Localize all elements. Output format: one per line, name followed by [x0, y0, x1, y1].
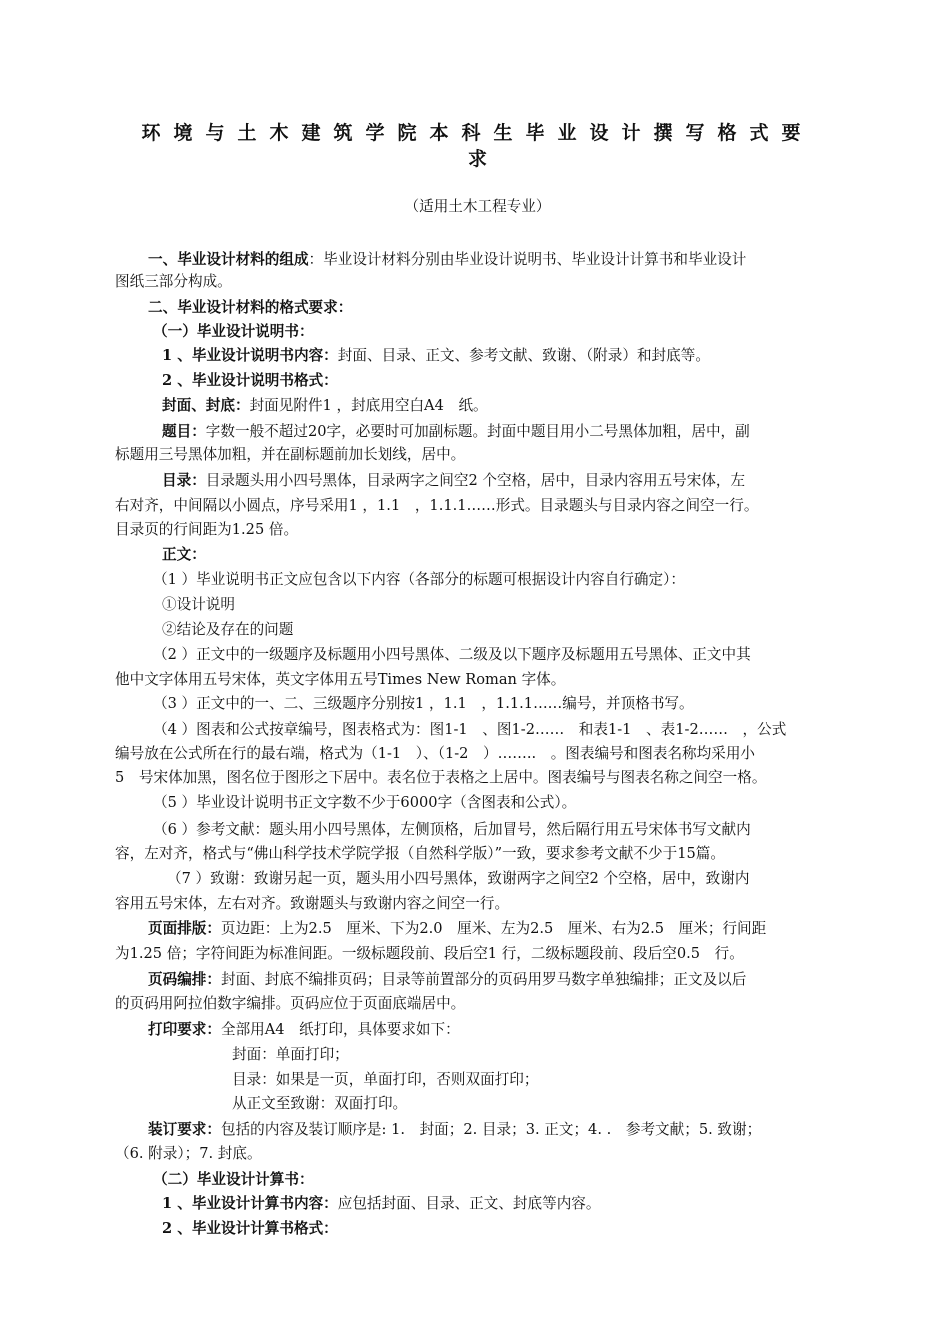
- body-text: （6. 附录）；7. 封底。: [115, 1145, 262, 1162]
- text-line: [115, 744, 755, 764]
- body-text: 5 号宋体加黑，图名位于图形之下居中。表名位于表格之上居中。图表编号与图表名称之间空一格。: [115, 769, 767, 786]
- text-line: [153, 1170, 314, 1190]
- body-text: 图纸三部分构成。: [115, 273, 232, 290]
- text-line: [232, 1045, 349, 1065]
- text-line: [115, 994, 465, 1014]
- text-line: [162, 1194, 600, 1214]
- text-line: [232, 1094, 407, 1114]
- text-line: [162, 371, 338, 391]
- body-text: 封面、封底不编排页码；目录等前置部分的页码用罗马数字单独编排；正文及以后: [220, 971, 747, 988]
- bold-heading: 2 、毕业设计计算书格式：: [162, 1220, 338, 1237]
- text-line: [115, 670, 565, 690]
- text-line: [115, 944, 744, 964]
- body-text: 标题用三号黑体加粗，并在副标题前加长划线，居中。: [115, 446, 466, 463]
- text-line: [162, 545, 206, 565]
- text-line: [153, 570, 685, 590]
- bold-heading: 打印要求：: [148, 1021, 221, 1038]
- text-line: [115, 894, 509, 914]
- text-line: [153, 645, 751, 665]
- bold-heading: 装订要求：: [148, 1121, 221, 1138]
- bold-heading: 二、毕业设计材料的格式要求：: [148, 299, 353, 316]
- body-text: ：毕业设计材料分别由毕业设计说明书、毕业设计计算书和毕业设计: [308, 251, 747, 268]
- body-text: （4 ）图表和公式按章编号，图表格式为：图1-1 、图1-2…… 和表1-1 、表1-2…… ，公式: [153, 721, 787, 738]
- body-text: 全部用A4 纸打印，具体要求如下：: [220, 1021, 460, 1038]
- body-text: 为1.25 倍；字符间距为标准间距。一级标题段前、段后空1 行，二级标题段前、段后空0.5 行。: [115, 945, 744, 962]
- bold-heading: 1 、毕业设计计算书内容：: [162, 1195, 338, 1212]
- bold-heading: 封面、封底：: [162, 397, 250, 414]
- body-text: 封面、目录、正文、参考文献、致谢、（附录）和封底等。: [337, 347, 710, 364]
- text-line: [162, 471, 745, 491]
- text-line: [162, 595, 235, 615]
- body-text: （1 ）毕业说明书正文应包含以下内容（各部分的标题可根据设计内容自行确定）：: [153, 571, 686, 588]
- body-text: 容，左对齐，格式与“佛山科学技术学院学报（自然科学版）”一致，要求参考文献不少于15篇。: [115, 845, 725, 862]
- body-text: （7 ）致谢：致谢另起一页，题头用小四号黑体，致谢两字之间空2 个空格，居中，致谢内: [167, 870, 750, 887]
- body-text: 目录：如果是一页，单面打印，否则双面打印；: [232, 1071, 539, 1088]
- body-text: 包括的内容及装订顺序是: 1. 封面；2. 目录；3. 正文；4. . 参考文献；5. 致谢；: [220, 1121, 762, 1138]
- bold-heading: 页面排版：: [148, 920, 221, 937]
- body-text: 编号放在公式所在行的最右端，格式为（1-1 ）、（1-2 ）…….. 。图表编号和图表名称均采用小: [115, 745, 756, 762]
- text-line: [115, 272, 232, 292]
- body-text: 页边距：上为2.5 厘米、下为2.0 厘米、左为2.5 厘米、右为2.5 厘米；行间距: [220, 920, 767, 937]
- text-line: [148, 1120, 761, 1140]
- bold-heading: 正文：: [162, 546, 206, 563]
- body-text: ①设计说明: [162, 596, 235, 613]
- text-line: [115, 844, 725, 864]
- bold-heading: 2 、毕业设计说明书格式：: [162, 372, 338, 389]
- text-line: [115, 520, 298, 540]
- text-line: [148, 298, 352, 318]
- text-line: [162, 346, 710, 366]
- text-line: [148, 970, 746, 990]
- body-text: 容用五号宋体，左右对齐。致谢题头与致谢内容之间空一行。: [115, 895, 510, 912]
- text-line: [115, 768, 766, 788]
- text-line: [162, 1219, 338, 1239]
- body-text: 应包括封面、目录、正文、封底等内容。: [337, 1195, 601, 1212]
- document-title-line-1: 环境与土木建筑学院本科生毕业设计撰写格式要: [141, 122, 814, 144]
- text-line: [153, 720, 786, 740]
- body-text: 的页码用阿拉伯数字编排。页码应位于页面底端居中。: [115, 995, 466, 1012]
- text-line: [162, 396, 488, 416]
- body-text: 字数一般不超过20字，必要时可加副标题。封面中题目用小二号黑体加粗，居中，副: [205, 423, 750, 440]
- body-text: （5 ）毕业设计说明书正文字数不少于6000字（含图表和公式）。: [153, 794, 577, 811]
- text-line: [153, 322, 314, 342]
- document-subtitle: （适用土木工程专业）: [404, 198, 551, 215]
- text-line: [115, 1144, 262, 1164]
- body-text: 他中文字体用五号宋体，英文字体用五号Times New Roman 字体。: [115, 671, 566, 688]
- body-text: 封面见附件1 ，封底用空白A4 纸。: [249, 397, 488, 414]
- text-line: [232, 1070, 538, 1090]
- body-text: 从正文至致谢：双面打印。: [232, 1095, 408, 1112]
- text-line: [153, 820, 751, 840]
- text-line: [167, 869, 749, 889]
- text-line: [153, 694, 694, 714]
- bold-heading: 1 、毕业设计说明书内容：: [162, 347, 338, 364]
- text-line: [162, 422, 750, 442]
- body-text: （6 ）参考文献：题头用小四号黑体，左侧顶格，后加冒号，然后隔行用五号宋体书写文献内: [153, 821, 751, 838]
- text-line: [148, 250, 746, 270]
- text-line: [153, 793, 576, 813]
- bold-heading: 目录：: [162, 472, 206, 489]
- text-line: [148, 1020, 460, 1040]
- body-text: 封面：单面打印；: [232, 1046, 349, 1063]
- bold-heading: 一、毕业设计材料的组成: [148, 251, 309, 268]
- bold-heading: （一）毕业设计说明书：: [153, 323, 314, 340]
- body-text: （2 ）正文中的一级题序及标题用小四号黑体、二级及以下题序及标题用五号黑体、正文中其: [153, 646, 751, 663]
- bold-heading: 页码编排：: [148, 971, 221, 988]
- text-line: [115, 445, 465, 465]
- body-text: 右对齐，中间隔以小圆点，序号采用1 ，1.1 ，1.1.1……形式。目录题头与目录内容之间空一行。: [115, 497, 759, 514]
- body-text: ②结论及存在的问题: [162, 621, 294, 638]
- body-text: 目录页的行间距为1.25 倍。: [115, 521, 299, 538]
- body-text: （3 ）正文中的一、二、三级题序分别按1 ，1.1 ，1.1.1……编号，并顶格书写。: [153, 695, 694, 712]
- bold-heading: （二）毕业设计计算书：: [153, 1171, 314, 1188]
- body-text: 目录题头用小四号黑体，目录两字之间空2 个空格，居中，目录内容用五号宋体，左: [205, 472, 746, 489]
- document-title-line-2: 求: [467, 148, 487, 170]
- text-line: [148, 919, 766, 939]
- bold-heading: 题目：: [162, 423, 206, 440]
- text-line: [115, 496, 758, 516]
- text-line: [162, 620, 293, 640]
